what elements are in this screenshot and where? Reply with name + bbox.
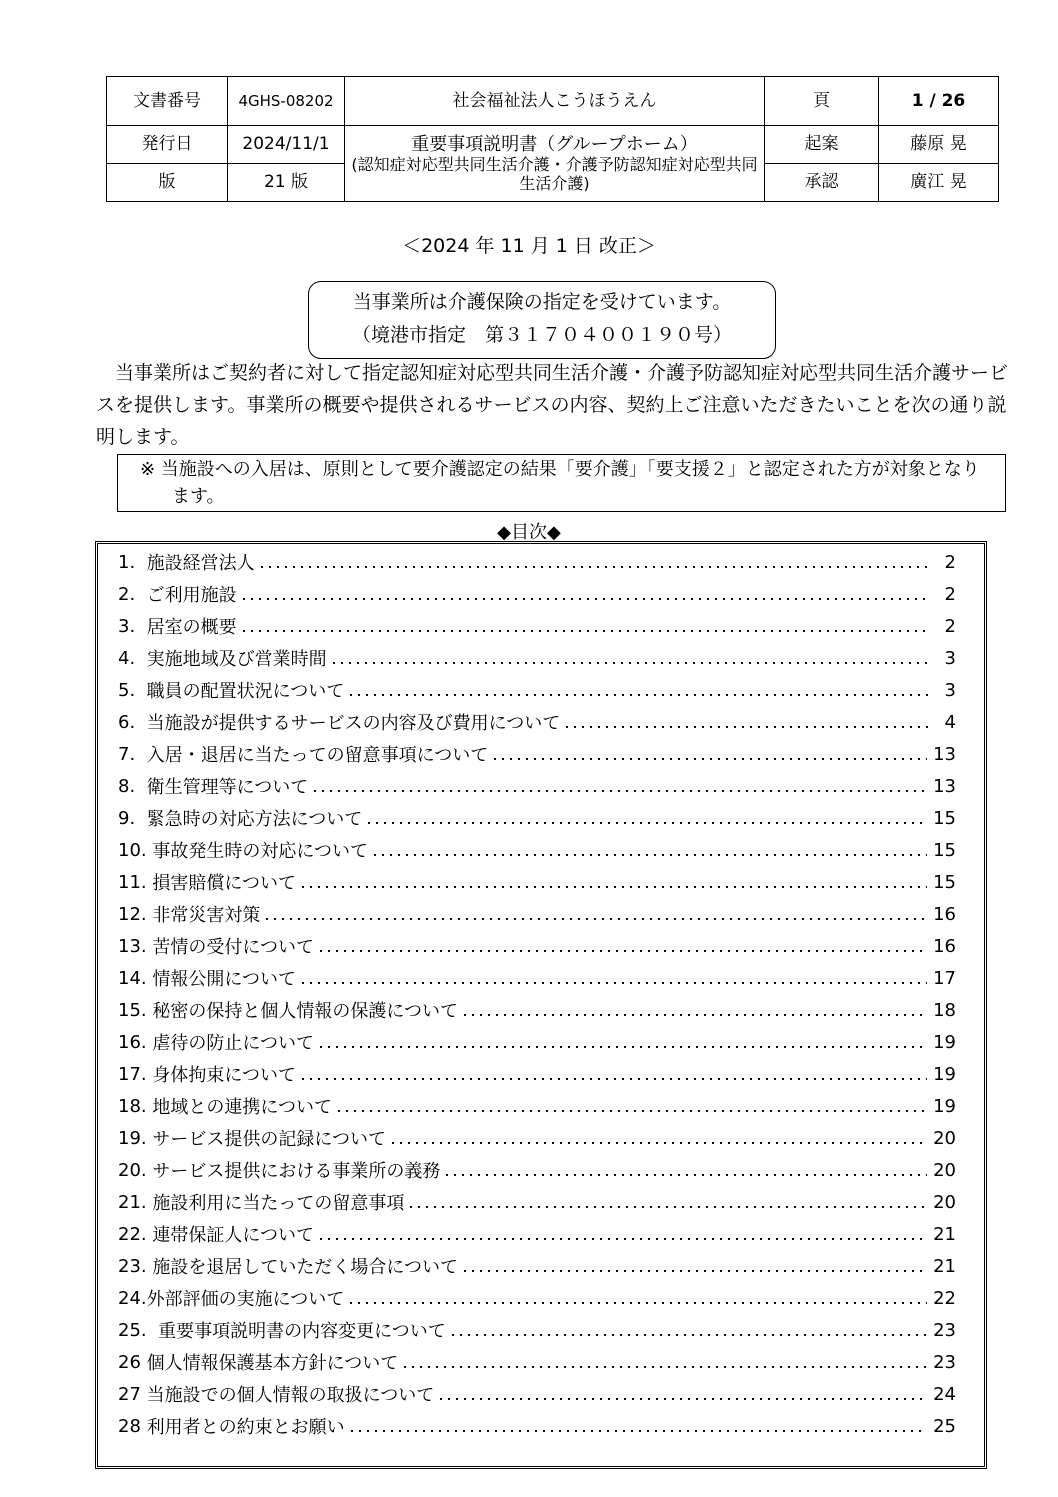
toc-item[interactable]: [118, 610, 956, 642]
toc-item-title: 重要事項説明書の内容変更について: [158, 1321, 446, 1342]
toc-leader-dots: [311, 790, 927, 792]
toc-leader-dots: [461, 1014, 927, 1016]
toc-item-page: 19: [933, 1031, 956, 1053]
toc-item-number: 4.: [118, 647, 147, 669]
toc-item-number: 23.: [118, 1255, 153, 1277]
doc-number-label: 文書番号: [107, 77, 228, 126]
document-title: [345, 126, 765, 202]
toc-item-page: 2: [944, 551, 956, 573]
toc-leader-dots: [348, 1430, 927, 1432]
toc-item-title: 身体拘束について: [152, 1065, 296, 1086]
toc-item-title: 損害賠償について: [152, 873, 296, 894]
toc-item-title: 居室の概要: [146, 617, 237, 638]
toc-item-title: 事故発生時の対応について: [152, 841, 368, 862]
toc-item[interactable]: [118, 834, 956, 866]
toc-item-title: 緊急時の対応方法について: [146, 809, 363, 830]
toc-item-title: 職員の配置状況について: [146, 681, 345, 702]
toc-leader-dots: [335, 1110, 927, 1112]
page-number: 1 / 26: [879, 77, 999, 126]
toc-item-number: 26: [118, 1351, 147, 1373]
page-label: 頁: [765, 77, 879, 126]
toc-item-number: 6.: [118, 711, 147, 733]
toc-item[interactable]: [118, 1058, 956, 1090]
toc-leader-dots: [389, 1142, 927, 1144]
toc-leader-dots: [437, 1398, 927, 1400]
toc-leader-dots: [347, 1302, 927, 1304]
toc-item-page: 17: [933, 967, 956, 989]
toc-item-page: 15: [933, 871, 956, 893]
toc-item[interactable]: [118, 866, 956, 898]
toc-item[interactable]: [118, 674, 956, 706]
toc-item-number: 11.: [118, 871, 153, 893]
toc-item-title: サービス提供における事業所の義務: [152, 1161, 441, 1182]
toc-item-page: 2: [944, 615, 956, 637]
toc-item-number: 7.: [118, 743, 147, 765]
toc-item-number: 18.: [118, 1095, 153, 1117]
toc-item-title: 個人情報保護基本方針について: [146, 1353, 399, 1374]
toc-item-title: 秘密の保持と個人情報の保護について: [152, 1001, 458, 1022]
toc-item-title: 衛生管理等について: [146, 777, 309, 798]
toc-leader-dots: [317, 1046, 927, 1048]
toc-leader-dots: [443, 1174, 927, 1176]
toc-item[interactable]: [118, 546, 956, 578]
toc-item-title: 施設利用に当たっての留意事項: [152, 1193, 405, 1214]
toc-item-title: 地域との連携について: [152, 1097, 332, 1118]
toc-leader-dots: [449, 1334, 927, 1336]
toc-item[interactable]: [118, 1410, 956, 1442]
toc-leader-dots: [491, 758, 927, 760]
designation-notice: [308, 281, 776, 359]
approve-label: 承認: [765, 164, 879, 202]
toc-item-number: 16.: [118, 1031, 153, 1053]
toc-item[interactable]: [118, 1218, 956, 1250]
toc-item[interactable]: [118, 930, 956, 962]
intro-paragraph: 当事業所はご契約者に対して指定認知症対応型共同生活介護・介護予防認知症対応型共同生活介護サービスを提供します。事業所の概要や提供されるサービスの内容、契約上ご注意いただきたいことを次の通り説明します。: [96, 362, 1009, 448]
toc-item-page: 25: [933, 1415, 956, 1437]
toc-item-page: 15: [933, 807, 956, 829]
toc-item-number: 20.: [118, 1159, 153, 1181]
toc-item-page: 13: [933, 743, 956, 765]
toc-item-page: 15: [933, 839, 956, 861]
toc-item[interactable]: [118, 994, 956, 1026]
toc-item-title: 施設を退居していただく場合について: [152, 1257, 458, 1278]
notice-line-1: 当事業所は介護保険の指定を受けています。: [352, 291, 732, 313]
toc-leader-dots: [240, 630, 928, 632]
toc-leader-dots: [563, 726, 928, 728]
toc-item-number: 3.: [118, 615, 147, 637]
eligibility-note: ※ 当施設への入居は、原則として要介護認定の結果「要介護」「要支援２」と認定された方が対象となります。: [117, 454, 1006, 512]
toc-item-title: 連帯保証人について: [152, 1225, 314, 1246]
toc-item[interactable]: [118, 1154, 956, 1186]
toc-item-title: 当施設での個人情報の取扱について: [146, 1385, 435, 1406]
toc-item-page: 19: [933, 1063, 956, 1085]
toc-item-number: 5.: [118, 679, 147, 701]
notice-line-2: （境港市指定 第３１７０４００１９０号）: [351, 324, 732, 346]
toc-item-page: 2: [944, 583, 956, 605]
toc-item-page: 16: [933, 935, 956, 957]
toc-item-number: 9.: [118, 807, 147, 829]
issue-date: 2024/11/1: [228, 126, 345, 164]
toc-item[interactable]: [118, 1186, 956, 1218]
toc-item-number: 19.: [118, 1127, 153, 1149]
draft-name: 藤原 晃: [879, 126, 999, 164]
toc-heading: ◆目次◆: [497, 522, 561, 543]
toc-item-number: 22.: [118, 1223, 153, 1245]
toc-item-page: 20: [933, 1159, 956, 1181]
toc-item-page: 4: [944, 711, 956, 733]
toc-item[interactable]: [118, 962, 956, 994]
toc-item-number: 13.: [118, 935, 153, 957]
toc-leader-dots: [258, 566, 928, 568]
toc-item-page: 13: [933, 775, 956, 797]
toc-leader-dots: [317, 1238, 927, 1240]
toc-item-number: 27: [118, 1383, 147, 1405]
toc-item-page: 20: [933, 1191, 956, 1213]
toc-item-page: 16: [933, 903, 956, 925]
toc-leader-dots: [347, 694, 928, 696]
toc-item-number: 21.: [118, 1191, 153, 1213]
toc-item[interactable]: [118, 770, 956, 802]
toc-item-title: ご利用施設: [146, 585, 237, 606]
toc-leader-dots: [263, 918, 927, 920]
toc-item-page: 3: [944, 647, 956, 669]
table-of-contents: [95, 541, 987, 1469]
toc-item-page: 20: [933, 1127, 956, 1149]
toc-item-title: サービス提供の記録について: [152, 1129, 386, 1150]
toc-item-page: 19: [933, 1095, 956, 1117]
toc-item[interactable]: [118, 1250, 956, 1282]
toc-item-number: 28: [118, 1415, 147, 1437]
toc-item-number: 2.: [118, 583, 147, 605]
toc-item-page: 23: [933, 1319, 956, 1341]
document-title-sub: (認知症対応型共同生活介護・介護予防認知症対応型共同生活介護): [351, 155, 758, 194]
toc-item[interactable]: [118, 706, 956, 738]
toc-item-title: 施設経営法人: [146, 553, 255, 574]
toc-item[interactable]: [118, 1282, 956, 1314]
toc-item-title: 虐待の防止について: [152, 1033, 314, 1054]
toc-item-page: 24: [933, 1383, 956, 1405]
toc-item[interactable]: [118, 1026, 956, 1058]
toc-leader-dots: [401, 1366, 927, 1368]
toc-leader-dots: [240, 598, 928, 600]
document-header-table: [106, 76, 999, 202]
toc-item-title: 当施設が提供するサービスの内容及び費用について: [146, 713, 561, 734]
toc-item[interactable]: [118, 1346, 956, 1378]
toc-item-number: 10.: [118, 839, 153, 861]
toc-item[interactable]: [118, 802, 956, 834]
toc-item[interactable]: [118, 738, 956, 770]
issue-date-label: 発行日: [107, 126, 228, 164]
toc-leader-dots: [299, 982, 927, 984]
toc-item[interactable]: [118, 1122, 956, 1154]
toc-leader-dots: [365, 822, 927, 824]
toc-item-title: 外部評価の実施について: [146, 1289, 345, 1310]
edition: 21 版: [228, 164, 345, 202]
toc-item-page: 3: [944, 679, 956, 701]
doc-number: 4GHS-08202: [228, 77, 345, 126]
toc-item-title: 苦情の受付について: [152, 937, 314, 958]
toc-item-number: 8.: [118, 775, 147, 797]
revision-date: ＜2024 年 11 月 1 日 改正＞: [402, 235, 656, 257]
toc-item-title: 非常災害対策: [152, 905, 261, 926]
toc-leader-dots: [299, 886, 927, 888]
toc-item-number: 25.: [118, 1319, 159, 1341]
edition-label: 版: [107, 164, 228, 202]
toc-item-page: 22: [933, 1287, 956, 1309]
toc-item[interactable]: [118, 578, 956, 610]
toc-leader-dots: [299, 1078, 927, 1080]
toc-item-title: 入居・退居に当たっての留意事項について: [146, 745, 489, 766]
organization-name: 社会福祉法人こうほうえん: [345, 77, 765, 126]
toc-leader-dots: [371, 854, 927, 856]
approve-name: 廣江 晃: [879, 164, 999, 202]
toc-leader-dots: [407, 1206, 927, 1208]
toc-item-title: 情報公開について: [152, 969, 296, 990]
toc-item-number: 12.: [118, 903, 153, 925]
toc-item[interactable]: [118, 1378, 956, 1410]
toc-leader-dots: [461, 1270, 927, 1272]
toc-item-title: 実施地域及び営業時間: [146, 649, 327, 670]
toc-item-number: 17.: [118, 1063, 153, 1085]
toc-item[interactable]: [118, 1314, 956, 1346]
toc-item[interactable]: [118, 642, 956, 674]
toc-item-page: 18: [933, 999, 956, 1021]
toc-item-number: 24.: [118, 1287, 147, 1309]
draft-label: 起案: [765, 126, 879, 164]
toc-leader-dots: [330, 662, 928, 664]
toc-item[interactable]: [118, 898, 956, 930]
toc-item-number: 1.: [118, 551, 147, 573]
toc-item-page: 23: [933, 1351, 956, 1373]
toc-item-page: 21: [933, 1223, 956, 1245]
document-title-main: 重要事項説明書（グループホーム）: [411, 133, 698, 155]
toc-item-page: 21: [933, 1255, 956, 1277]
toc-item[interactable]: [118, 1090, 956, 1122]
toc-item-number: 14.: [118, 967, 153, 989]
toc-item-title: 利用者との約束とお願い: [146, 1417, 345, 1438]
toc-item-number: 15.: [118, 999, 153, 1021]
toc-leader-dots: [317, 950, 927, 952]
